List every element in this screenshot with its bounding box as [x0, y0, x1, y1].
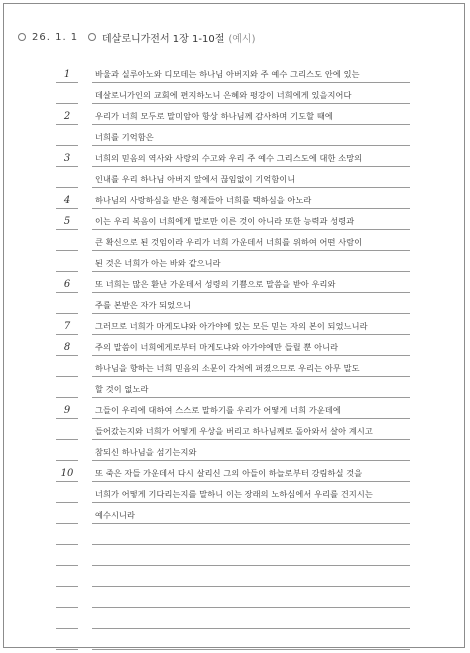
- writing-row: [4, 125, 464, 146]
- writing-row: [4, 146, 464, 167]
- writing-row: [4, 314, 464, 335]
- writing-row: [4, 398, 464, 419]
- writing-lines: [4, 62, 464, 650]
- writing-row: [4, 62, 464, 83]
- verse-text: 하나님의 사랑하심을 받은 형제들아 너희를 택하심을 아노라: [95, 195, 312, 205]
- title-circle-icon: [88, 33, 96, 41]
- writing-row: [4, 587, 464, 608]
- verse-number: 2: [63, 111, 71, 122]
- writing-row: [4, 566, 464, 587]
- writing-row: [4, 272, 464, 293]
- writing-row: [4, 461, 464, 482]
- writing-row: [4, 104, 464, 125]
- writing-row: [4, 545, 464, 566]
- verse-number: 3: [63, 153, 71, 164]
- writing-row: [4, 503, 464, 524]
- writing-row: [4, 209, 464, 230]
- writing-row: [4, 419, 464, 440]
- writing-row: [4, 251, 464, 272]
- writing-row: [4, 293, 464, 314]
- writing-row: [4, 482, 464, 503]
- verse-text: 너희의 믿음의 역사와 사랑의 수고와 우리 주 예수 그리스도에 대한 소망의: [95, 153, 363, 163]
- page-header: [18, 29, 255, 45]
- verse-text: 너희를 기억함은: [95, 132, 154, 142]
- writing-row: [4, 629, 464, 650]
- verse-number: 10: [60, 468, 74, 479]
- verse-text: 된 것은 너희가 아는 바와 같으니라: [95, 258, 221, 268]
- verse-number: 4: [63, 195, 71, 206]
- verse-number: 7: [63, 321, 71, 332]
- verse-text: 인내를 우리 하나님 아버지 앞에서 끊임없이 기억함이니: [95, 174, 296, 184]
- verse-number: 8: [63, 342, 71, 353]
- writing-row: [4, 524, 464, 545]
- verse-text: 참되신 하나님을 섬기는지와: [95, 447, 197, 457]
- verse-number: 1: [63, 69, 71, 80]
- verse-text: 우리가 너희 모두로 말미암아 항상 하나님께 감사하며 기도할 때에: [95, 111, 333, 121]
- verse-number: 5: [63, 216, 71, 227]
- writing-row: [4, 167, 464, 188]
- verse-text: 하나님을 향하는 너희 믿음의 소문이 각처에 퍼졌으므로 우리는 아무 말도: [95, 363, 360, 373]
- transcription-page: [3, 3, 465, 648]
- text-rule: [92, 649, 410, 650]
- verse-text: 할 것이 없노라: [95, 384, 149, 394]
- writing-row: [4, 335, 464, 356]
- verse-number-rule: [56, 649, 78, 650]
- verse-text: 들어갔는지와 너희가 어떻게 우상을 버리고 하나님께로 돌아와서 살아 계시고: [95, 426, 373, 436]
- verse-text: 데살로니가인의 교회에 편지하노니 은혜와 평강이 너희에게 있을지어다: [95, 90, 352, 100]
- writing-row: [4, 377, 464, 398]
- writing-row: [4, 230, 464, 251]
- writing-row: [4, 440, 464, 461]
- verse-text: 또 죽은 자들 가운데서 다시 살리신 그의 아들이 하늘로부터 강림하실 것을: [95, 468, 363, 478]
- verse-text: 너희가 어떻게 기다리는지를 말하니 이는 장래의 노하심에서 우리를 건지시는: [95, 489, 373, 499]
- verse-number: 6: [63, 279, 71, 290]
- passage-title: 데살로니가전서 1장 1-10절: [102, 33, 225, 45]
- date-field: 26. 1. 1: [32, 31, 79, 43]
- verse-text: 바울과 실루아노와 디모데는 하나님 아버지와 주 예수 그리스도 안에 있는: [95, 69, 360, 79]
- verse-text: 예수시니라: [95, 510, 136, 520]
- writing-row: [4, 83, 464, 104]
- verse-number: 9: [63, 405, 71, 416]
- verse-text: 이는 우리 복음이 너희에게 말로만 이른 것이 아니라 또한 능력과 성령과: [95, 216, 355, 226]
- example-label: (예시): [228, 33, 256, 45]
- writing-row: [4, 356, 464, 377]
- verse-text: 주의 말씀이 너희에게로부터 마게도냐와 아가야에만 들릴 뿐 아니라: [95, 342, 339, 352]
- verse-text: 큰 확신으로 된 것임이라 우리가 너희 가운데서 너희를 위하여 어떤 사람이: [95, 237, 363, 247]
- verse-text: 또 너희는 많은 환난 가운데서 성령의 기쁨으로 말씀을 받아 우리와: [95, 279, 336, 289]
- verse-text: 그들이 우리에 대하여 스스로 말하기를 우리가 어떻게 너희 가운데에: [95, 405, 341, 415]
- verse-text: 그러므로 너희가 마게도냐와 아가야에 있는 모든 믿는 자의 본이 되었느니라: [95, 321, 368, 331]
- verse-text: 주를 본받은 자가 되었으니: [95, 300, 192, 310]
- date-circle-icon: [18, 33, 26, 41]
- writing-row: [4, 188, 464, 209]
- writing-row: [4, 608, 464, 629]
